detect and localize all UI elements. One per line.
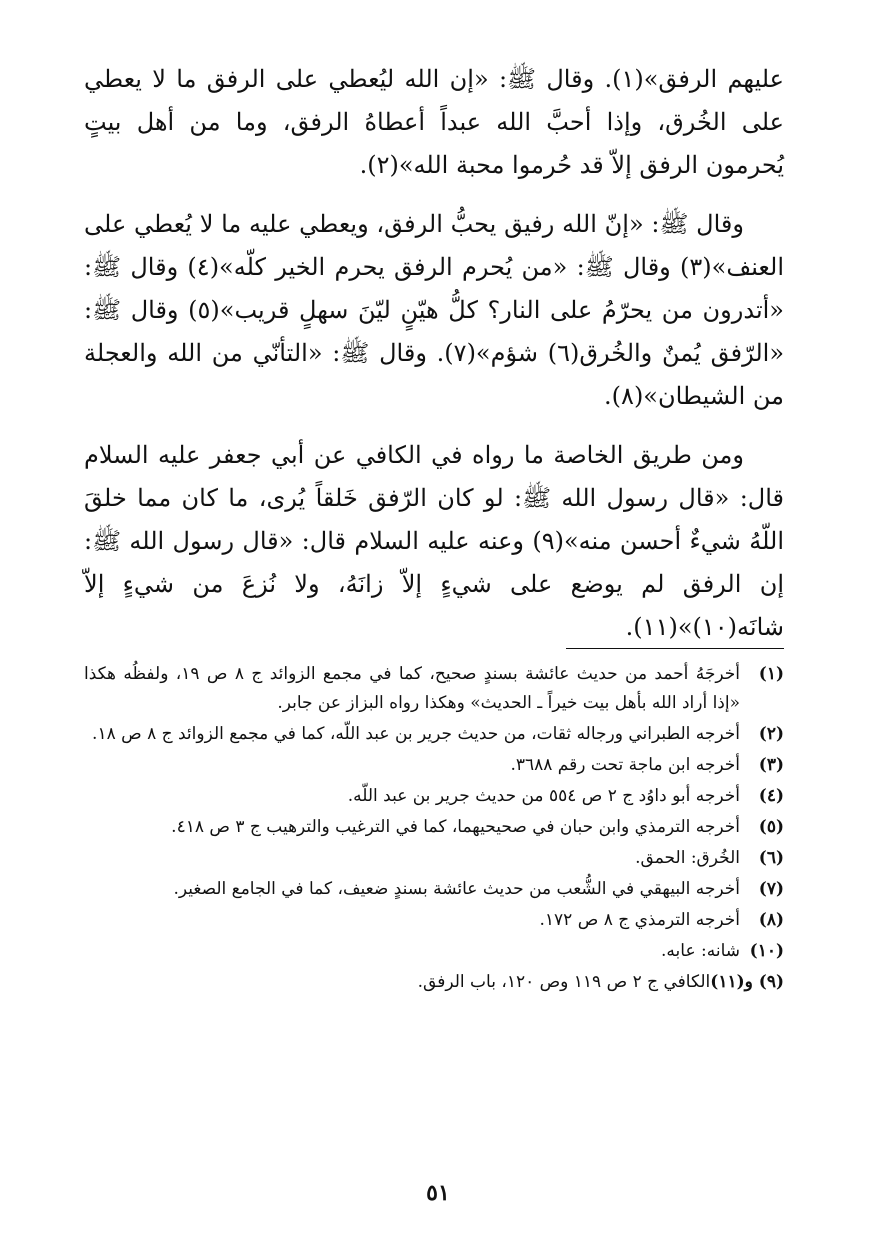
footnote-number: (٧) — [758, 879, 784, 899]
footnote-text: أخرجه البيهقي في الشُّعب من حديث عائشة بسندٍ ضعيف، كما في الجامع الصغير. — [173, 879, 740, 899]
footnote-5 — [84, 813, 784, 842]
footnote-number: (٦) — [758, 848, 784, 868]
footnote-text: أخرجه الترمذي ج ٨ ص ١٧٢. — [539, 910, 740, 930]
footnote-text: الكافي ج ٢ ص ١١٩ وص ١٢٠، باب الرفق. — [417, 972, 711, 992]
footnote-number: (١) — [758, 664, 784, 684]
footnote-number: (٥) — [758, 817, 784, 837]
footnote-7 — [84, 875, 784, 904]
main-text — [84, 58, 784, 665]
footnote-text: أخرجَهُ أحمد من حديث عائشة بسندٍ صحيح، كما في مجمع الزوائد ج ٨ ص ١٩، ولفظُه هكذا «إذا أراد الله بأهل بيت خيراً ـ الحديث» وهكذا رواه البزاز عن جابر. — [84, 664, 740, 713]
footnote-text: شانه: عابه. — [661, 941, 740, 961]
footnote-6 — [84, 844, 784, 873]
paragraph-3: ومن طريق الخاصة ما رواه في الكافي عن أبي جعفر عليه السلام قال: «قال رسول الله ﷺ: لو كان الرّفق خَلقاً يُرى، ما كان مما خلقَ اللّهُ شيءٌ أحسن منه»(٩) وعنه عليه السلام قال: «قال رسول الله ﷺ: إن الرفق لم يوضع على شيءٍ إلاّ زانَهُ، ولا نُزعَ من شيءٍ إلاّ شانَه(١٠)»(١١). — [84, 441, 784, 641]
footnote-9-11 — [84, 968, 784, 997]
footnote-8 — [84, 906, 784, 935]
footnote-text: أخرجه ابن ماجة تحت رقم ٣٦٨٨. — [510, 755, 740, 775]
footnote-number: (٢) — [758, 724, 784, 744]
footnote-number: (٤) — [758, 786, 784, 806]
footnote-number: (٩) و(١١) — [710, 972, 784, 992]
footnote-1 — [84, 660, 784, 718]
page-number: ٥١ — [426, 1180, 450, 1206]
footnote-text: أخرجه الترمذي وابن حبان في صحيحيهما، كما في الترغيب والترهيب ج ٣ ص ٤١٨. — [171, 817, 740, 837]
footnotes-list — [84, 660, 784, 999]
footnote-text: أخرجه أبو داوُد ج ٢ ص ٥٥٤ من حديث جرير بن عبد اللّه. — [347, 786, 740, 806]
paragraph-2: وقال ﷺ: «إنّ الله رفيق يحبُّ الرفق، ويعطي عليه ما لا يُعطي على العنف»(٣) وقال ﷺ: «من يُحرم الرفق يحرم الخير كلّه»(٤) وقال ﷺ: «أتدرون من يحرّمُ على النار؟ كلُّ هيّنٍ ليّنَ سهلٍ قريب»(٥) وقال ﷺ: «الرّفق يُمنٌ والخُرق(٦) شؤم»(٧). وقال ﷺ: «التأنّي من الله والعجلة من الشيطان»(٨). — [84, 210, 784, 410]
footnote-text: الخُرق: الحمق. — [635, 848, 740, 868]
footnote-2 — [84, 720, 784, 749]
footnote-number: (١٠) — [749, 941, 784, 961]
footnote-10 — [84, 937, 784, 966]
paragraph-1: عليهم الرفق»(١). وقال ﷺ: «إن الله ليُعطي على الرفق ما لا يعطي على الخُرق، وإذا أحبَّ الله عبداً أعطاهُ الرفق، وما من أهل بيتٍ يُحرمون الرفق إلاّ قد حُرموا محبة الله»(٢). — [84, 65, 784, 179]
footnote-number: (٣) — [758, 755, 784, 775]
footnote-text: أخرجه الطبراني ورجاله ثقات، من حديث جرير بن عبد اللّه، كما في مجمع الزوائد ج ٨ ص ١٨. — [92, 724, 740, 744]
footnote-number: (٨) — [758, 910, 784, 930]
footnote-3 — [84, 751, 784, 780]
footnote-separator — [566, 648, 784, 649]
footnote-4 — [84, 782, 784, 811]
